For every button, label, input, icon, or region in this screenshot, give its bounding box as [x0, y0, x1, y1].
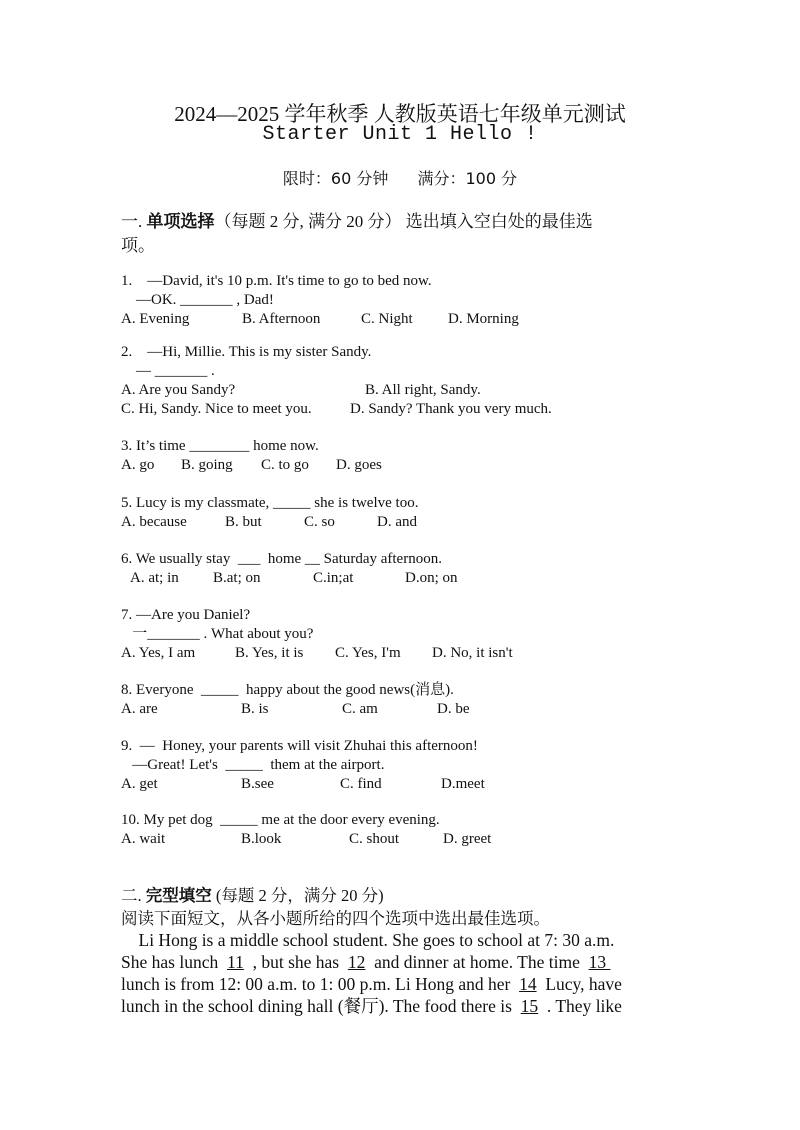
option-a: A. because	[121, 514, 187, 530]
options-row	[121, 775, 681, 794]
section2-instruction: 阅读下面短文，从各小题所给的四个选项中选出最佳选项。	[121, 909, 550, 928]
question-text: 9. — Honey, your parents will visit Zhuhai this afternoon!	[121, 738, 478, 754]
option-a: A. are	[121, 701, 158, 717]
passage-text: She has lunch	[121, 952, 227, 972]
section2-title: 完型填空	[145, 886, 212, 905]
question-text: —Great! Let's _____ them at the airport.	[121, 757, 385, 773]
section1-heading	[121, 210, 681, 258]
blank-15: 15	[520, 996, 539, 1016]
passage-text: . They like	[538, 996, 622, 1016]
option-b: B.look	[241, 831, 282, 847]
question-text: —OK. _______ , Dad!	[121, 292, 274, 308]
passage-text: Lucy, have	[536, 974, 622, 994]
section2-scoring: (每题 2 分，满分 20 分)	[211, 886, 384, 905]
question-text: — _______ .	[121, 363, 215, 379]
question-text: 8. Everyone _____ happy about the good news(消息).	[121, 682, 454, 698]
question-10	[121, 811, 681, 849]
option-a: A. Yes, I am	[121, 645, 196, 661]
question-text: 3. It’s time ________ home now.	[121, 438, 319, 454]
question-8	[121, 681, 681, 719]
option-d: D.meet	[441, 776, 485, 792]
option-d: D. and	[377, 514, 417, 530]
exam-meta	[0, 166, 800, 189]
full-score: 满分：100 分	[417, 169, 518, 188]
options-row	[121, 513, 681, 532]
option-d: D. greet	[443, 831, 492, 847]
passage-text: lunch in the school dining hall (餐厅). The food there is	[121, 996, 521, 1016]
passage-line	[121, 929, 666, 951]
question-text: 1. —David, it's 10 p.m. It's time to go to bed now.	[121, 273, 432, 289]
question-1	[121, 272, 681, 329]
option-c: C. Yes, I'm	[335, 645, 401, 661]
option-c: C. find	[340, 776, 382, 792]
option-a: A. go	[121, 457, 155, 473]
options-row	[121, 830, 681, 849]
option-a: A. at; in	[130, 570, 179, 586]
options-row	[121, 569, 681, 588]
blank-14: 14	[519, 974, 537, 994]
option-b: B. Afternoon	[242, 311, 321, 327]
question-text: 6. We usually stay ___ home __ Saturday afternoon.	[121, 551, 442, 567]
option-c: C. shout	[349, 831, 400, 847]
option-b: B.see	[241, 776, 274, 792]
cloze-passage	[121, 929, 666, 1017]
option-a: A. wait	[121, 831, 166, 847]
page-title: 2024—2025 学年秋季 人教版英语七年级单元测试	[174, 102, 626, 126]
question-3	[121, 437, 681, 475]
options-row	[121, 700, 681, 719]
question-text: 2. —Hi, Millie. This is my sister Sandy.	[121, 344, 372, 360]
question-text: 5. Lucy is my classmate, _____ she is twelve too.	[121, 495, 419, 511]
passage-line	[121, 973, 666, 995]
section2-number: 二.	[121, 886, 142, 905]
question-2	[121, 343, 681, 419]
option-d: D. No, it isn't	[432, 645, 513, 661]
options-row	[121, 644, 681, 663]
blank-12: 12	[347, 952, 366, 972]
options-row	[121, 456, 681, 475]
option-b: B. Yes, it is	[235, 645, 304, 661]
passage-text: lunch is from 12: 00 a.m. to 1: 00 p.m. Li Hong and her	[121, 974, 520, 994]
option-d: D.on; on	[405, 570, 458, 586]
blank-11: 11	[226, 952, 244, 972]
option-d: D. be	[437, 701, 470, 717]
option-c: C.in;at	[313, 570, 354, 586]
passage-text: Li Hong is a middle school student. She goes to school at 7: 30 a.m.	[121, 930, 615, 950]
question-9	[121, 737, 681, 794]
option-a: A. Evening	[121, 311, 190, 327]
question-text: 10. My pet dog _____ me at the door every evening.	[121, 812, 440, 828]
option-c: C. so	[304, 514, 335, 530]
option-d: D. goes	[336, 457, 382, 473]
blank-13: 13	[588, 952, 611, 972]
passage-line	[121, 995, 666, 1017]
option-a: A. Are you Sandy?	[121, 382, 236, 398]
time-limit: 限时：60 分钟	[282, 169, 389, 188]
option-d: D. Sandy? Thank you very much.	[350, 401, 552, 417]
option-c: C. to go	[261, 457, 309, 473]
section1-title: 单项选择	[146, 212, 215, 232]
option-c: C. Hi, Sandy. Nice to meet you.	[121, 401, 312, 417]
option-b: B. All right, Sandy.	[365, 382, 481, 398]
page-subtitle: Starter Unit 1 Hello !	[262, 123, 538, 146]
passage-text: and dinner at home. The time	[365, 952, 589, 972]
question-text: 7. —Are you Daniel?	[121, 607, 251, 623]
option-b: B. going	[181, 457, 233, 473]
question-5	[121, 494, 681, 532]
section1-instruction-cont: 项。	[121, 236, 155, 255]
question-text: 一_______ . What about you?	[121, 626, 314, 642]
option-d: D. Morning	[448, 311, 519, 327]
question-7	[121, 606, 681, 663]
section1-instruction: （每题 2 分, 满分 20 分） 选出填入空白处的最佳选	[214, 212, 593, 231]
passage-line	[121, 951, 666, 973]
option-c: C. am	[342, 701, 378, 717]
section1-number: 一.	[121, 212, 143, 231]
question-6	[121, 550, 681, 588]
option-b: B. is	[241, 701, 269, 717]
options-row	[121, 310, 681, 329]
option-b: B.at; on	[213, 570, 261, 586]
options-row	[121, 381, 681, 400]
option-b: B. but	[225, 514, 262, 530]
option-c: C. Night	[361, 311, 413, 327]
option-a: A. get	[121, 776, 158, 792]
passage-text: , but she has	[243, 952, 348, 972]
options-row	[121, 400, 681, 419]
section2-heading	[121, 884, 681, 908]
